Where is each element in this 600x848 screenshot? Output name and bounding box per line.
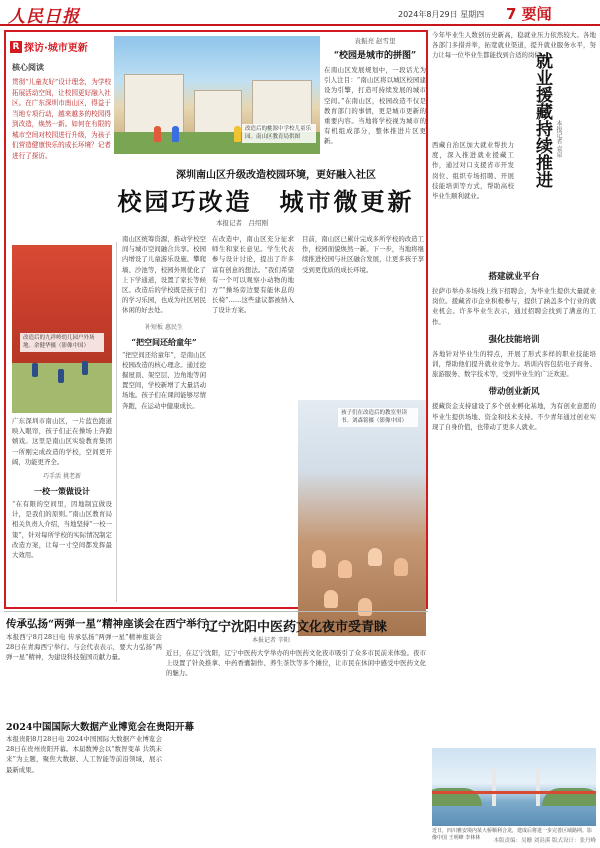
story-body [166, 648, 426, 679]
article-subhead: 深圳南山区升级改造校园环境，更好融入社区 [176, 170, 376, 181]
subsection-kicker: 补短板 惠民生 [145, 323, 183, 331]
column-text: “在有限的空间里，因地制宜做设计，是我们的原则。”南山区教育局相关负责人介绍，当地坚持“一校一策”，针对每所学校的实际情况制定改造方案，让每一寸空间都发挥最大效用。 [12, 500, 112, 560]
sidebar-commentary [324, 36, 426, 147]
child-figure [358, 598, 372, 616]
story-text: 本报贵阳8月28日电 2024中国国际大数据产业博览会28日在贵州贵阳开幕。本届数博会以“数智变革 共筑未来”为主题，聚焦大数据、人工智能等前沿领域，展示最新成果。 [6, 735, 162, 774]
photo-caption: 近日，四川雅安境内某大桥顺利合龙，建成后将进一步完善区域路网。影像中国 [432, 828, 593, 841]
bridge-tower [536, 768, 540, 806]
newspaper-logo: 人民日报 [8, 7, 80, 27]
story-title: 辽宁沈阳中医药文化夜市受青睐 [204, 620, 387, 635]
right-text: 援藏资金支持建设了多个创业孵化基地，为有创业意愿的毕业生提供场地、资金和技术支持。不少青年通过创业实现了自身价值，也带动了更多人就业。 [432, 402, 596, 431]
child-figure [154, 126, 161, 142]
right-top-text: 今年毕业生人数创历史新高，稳就业压力依然较大。各地各部门多措并举，拓宽就业渠道，提升就业服务水平，努力让每一位毕业生都能找到合适的岗位。 [432, 31, 596, 60]
section-tag [10, 39, 88, 54]
school-playground-photo [114, 36, 320, 154]
school-building [124, 74, 184, 134]
kindergarten-photo [12, 245, 112, 413]
subsection-kicker: 巧手活 挑老新 [43, 473, 81, 481]
photo-caption: 改造后的九祥岭幼儿园户外场地。余健华摄（影像中国） [20, 333, 104, 352]
sidebar-author: 袁振亮 赵雪里 [354, 37, 396, 45]
article-column-3 [212, 234, 294, 316]
bridge-deck [432, 791, 596, 794]
right-text: 西藏自治区加大就业帮扶力度，深入推进就业援藏工作，通过对口支援省市开发岗位、组织专场招聘、开展技能培训等方式，帮助高校毕业生顺利就业。 [432, 141, 514, 201]
child-figure [394, 558, 408, 576]
right-section-head: 搭建就业平台 [488, 272, 540, 282]
story-author: 本报记者 辛阳 [252, 637, 290, 644]
right-column-body [432, 140, 514, 201]
story-body [6, 734, 162, 775]
article-byline: 本报记者 吕绍刚 [216, 219, 268, 227]
classroom-reading-photo [298, 400, 426, 636]
article-headline: 校园巧改造 城市微更新 [117, 187, 415, 216]
subsection-head: 一校一策做设计 [34, 486, 90, 497]
column-text: 目前，南山区已累计完成多所学校的改造工作，校园面貌焕然一新。下一步，当地将继续推进校园与社区融合发展，让更多孩子享受到更优质的成长环境。 [302, 235, 424, 274]
bridge-photo [432, 748, 596, 826]
right-section-head: 强化技能培训 [488, 334, 540, 345]
photo-author: 王明峰 李林林 [448, 835, 481, 841]
child-figure [312, 550, 326, 568]
right-author: 本报记者 袁泉 [555, 120, 562, 158]
right-section-head: 带动创业新风 [488, 387, 540, 398]
feature-article [4, 30, 428, 609]
child-figure [32, 363, 38, 377]
child-figure [172, 126, 179, 142]
story-title: 传承弘扬“两弹一星”精神座谈会在西宁举行 [6, 618, 208, 630]
tag-letter: R [10, 41, 22, 53]
column-text: 南山区统筹资源，推动学校空间与城市空间融合共享。校园内增设了儿童游乐设施、攀爬墙、沙池等，校园外则优化了上下学通道，设置了家长等候区。改造后的学校既是孩子们的学习乐园，也成为社区居民休闲的好去处。 [122, 235, 206, 315]
intro-text: 贯彻“儿童友好”设计理念，为学校拓展活动空间，让校园更好融入社区。在广东深圳市南山区，得益于当地专项行动，越来越多的校园得到改造，焕然一新。如何在有限的城市空间对校园进行升级，为孩子们营造健康快乐的成长环境？记者进行了探访。 [12, 78, 112, 160]
section-divider [4, 611, 428, 612]
story-text: 本报西宁8月28日电 传承弘扬“两弹一星”精神座谈会28日在青海西宁举行。与会代表表示，要大力弘扬“两弹一星”精神，为建设科技强国贡献力量。 [6, 633, 162, 662]
column-text: 在改造中，南山区充分征求师生和家长意见。学生代表参与设计讨论，提出了许多富有创意的想法。“我们希望有一个可以观察小动物的地方”“操场旁边要有能休息的长椅”……这些建议都被纳入了设计方案。 [212, 235, 294, 315]
child-figure [82, 361, 88, 375]
article-column-1 [12, 416, 112, 560]
right-column-top [432, 30, 596, 61]
story-body [6, 632, 162, 663]
page-label: 7 要闻 [506, 5, 552, 23]
core-reading-title: 核心阅读 [12, 63, 44, 72]
right-column-sections [432, 264, 596, 432]
subsection-head: “把空间还给童年” [131, 336, 197, 347]
column-text: “把空间还给童年”，是南山区校园改造的核心理念。通过挖掘屋顶、架空层、边角地等闲置空间，学校新增了大量活动场地。孩子们在课间能够尽情奔跑，在运动中健康成长。 [122, 350, 206, 410]
right-headline: 就业援藏持续推进 [532, 52, 552, 188]
masthead [0, 0, 600, 26]
right-text: 各地针对毕业生的特点，开展了形式多样的职业技能培训，帮助他们提升就业竞争力。培训内容包括电子商务、旅游服务、数字技术等，受到毕业生的广泛欢迎。 [432, 349, 596, 379]
article-column-4 [302, 234, 424, 275]
column-text: 广东深圳市南山区，一片蓝色跑道映入眼帘，孩子们正在操场上奔跑嬉戏。这里是南山区实验教育集团一所刚完成改造的学校，空间更开阔，功能更齐全。 [12, 417, 112, 466]
child-figure [324, 590, 338, 608]
child-figure [368, 548, 382, 566]
article-column-2 [122, 234, 206, 411]
photo-caption: 改造后的桃源中学校儿童乐园。南山区教育局供图 [242, 124, 316, 143]
page-footer: 本版责编：吴姗 刘涓溪 版式设计：张丹峰 [493, 838, 596, 844]
child-figure [234, 126, 241, 142]
right-text: 拉萨市举办多场线上线下招聘会，为毕业生提供大量就业岗位。援藏省市企业积极参与，提供了涵盖多个行业的就业机会。许多毕业生表示，通过招聘会找到了满意的工作。 [432, 287, 596, 326]
photo-caption: 孩子们在改造后的教室里读书。刘森铭摄（影像中国） [338, 408, 418, 427]
sidebar-title: “校园是城市的拼图” [333, 51, 417, 61]
sidebar-text: 在南山区发展规划中，一段话尤为引人注目：“南山区将以城区校园建设为引擎，打造可持续发展的城市空间。”在南山区，校园改造不仅是教育部门的事情，更是城市更新的重要内容。当地将学校视为城市的有机组成部分，整体推进片区更新。 [324, 66, 426, 146]
column-divider [116, 242, 117, 602]
story-text: 近日，在辽宁沈阳，辽宁中医药大学举办的中医药文化夜市吸引了众多市民前来体验。夜市上设置了针灸推拿、中药香囊制作、养生茶饮等多个摊位，让市民在休闲中感受中医药文化的魅力。 [166, 649, 426, 678]
story-title: 2024中国国际大数据产业博览会在贵阳开幕 [6, 722, 194, 733]
tag-text: 探访·城市更新 [24, 43, 88, 54]
issue-date: 2024年8月29日 星期四 [398, 10, 485, 19]
bridge-tower [492, 768, 496, 806]
child-figure [338, 560, 352, 578]
child-figure [58, 369, 64, 383]
